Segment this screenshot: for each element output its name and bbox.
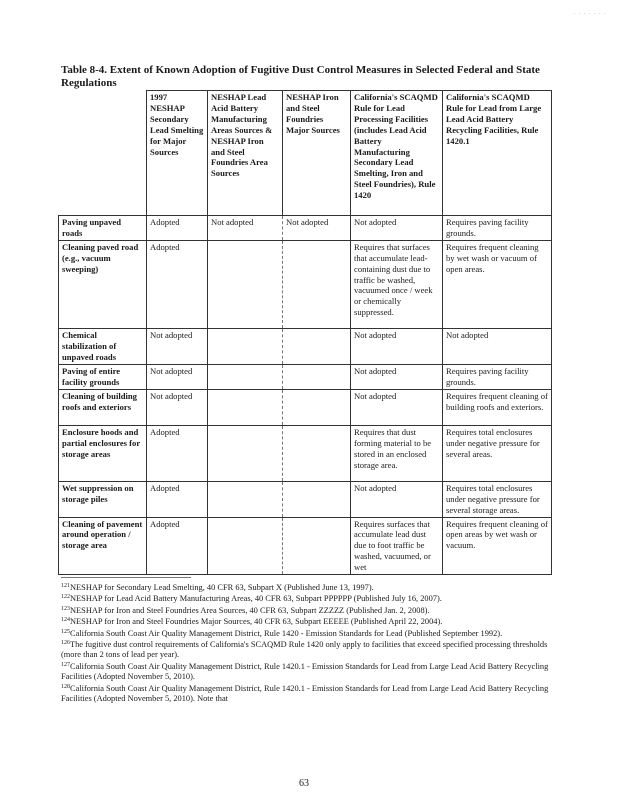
footnote-number: 122 — [61, 594, 70, 601]
header-neshap-iron-steel-major: NESHAP Iron and Steel Foundries Major Sources — [283, 91, 351, 216]
cell-lead-acid-battery — [208, 328, 283, 364]
table-title: Table 8-4. Extent of Known Adoption of Fugitive Dust Control Measures in Selected Federal and State Regulations — [61, 64, 540, 89]
cell-rule-1420: Requires that dust forming material to be stored in an enclosed storage area. — [351, 425, 443, 481]
table-row — [59, 364, 552, 389]
cell-rule-1420-1: Requires paving facility grounds. — [443, 216, 552, 241]
cell-lead-acid-battery — [208, 481, 283, 517]
footnote-number: 123 — [61, 605, 70, 612]
cell-1997-neshap: Adopted — [147, 481, 208, 517]
cell-rule-1420-1: Requires frequent cleaning of building roofs and exteriors. — [443, 389, 552, 425]
cell-rule-1420: Requires surfaces that accumulate lead dust due to foot traffic be washed, vacuumed, or wet — [351, 517, 443, 575]
row-measure: Wet suppression on storage piles — [59, 481, 147, 517]
footnote-number: 128 — [61, 683, 70, 690]
cell-iron-steel-major — [283, 364, 351, 389]
cell-1997-neshap: Adopted — [147, 240, 208, 328]
header-scaqmd-rule-1420: California's SCAQMD Rule for Lead Processing Facilities (includes Lead Acid Battery Manufacturing Secondary Lead Smelting, Iron and Steel Foundries), Rule 1420 — [351, 91, 443, 216]
footnote — [61, 583, 559, 593]
cell-rule-1420: Requires that surfaces that accumulate lead-containing dust due to traffic be washed, vacuumed once / week or chemically suppressed. — [351, 240, 443, 328]
cell-rule-1420-1: Requires paving facility grounds. — [443, 364, 552, 389]
footnote-text: NESHAP for Lead Acid Battery Manufacturing Areas, 40 CFR 63, Subpart PPPPPP (Published July 16, 2007). — [70, 594, 442, 604]
table-row — [59, 425, 552, 481]
cell-iron-steel-major — [283, 328, 351, 364]
cell-rule-1420-1: Requires total enclosures under negative pressure for several storage areas. — [443, 481, 552, 517]
fugitive-dust-table — [58, 90, 552, 575]
footnote-number: 121 — [61, 583, 70, 589]
footnote — [61, 606, 559, 616]
row-measure: Paving of entire facility grounds — [59, 364, 147, 389]
cell-rule-1420: Not adopted — [351, 328, 443, 364]
footnote — [61, 662, 559, 683]
footnote-number: 125 — [61, 628, 70, 635]
page-number: 63 — [299, 778, 309, 789]
cell-lead-acid-battery — [208, 425, 283, 481]
table-row — [59, 216, 552, 241]
header-1997-neshap-secondary-lead: 1997 NESHAP Secondary Lead Smelting for Major Sources — [147, 91, 208, 216]
cell-lead-acid-battery: Not adopted — [208, 216, 283, 241]
footnote — [61, 640, 559, 661]
header-row — [59, 91, 552, 216]
cell-iron-steel-major — [283, 517, 351, 575]
footnote-divider — [61, 577, 191, 578]
cell-rule-1420-1: Requires total enclosures under negative pressure for several areas. — [443, 425, 552, 481]
footnote — [61, 594, 559, 604]
cell-1997-neshap: Adopted — [147, 216, 208, 241]
cell-1997-neshap: Not adopted — [147, 364, 208, 389]
table-row — [59, 389, 552, 425]
table-row — [59, 517, 552, 575]
header-empty-cell — [59, 91, 147, 216]
header-scaqmd-rule-1420-1: California's SCAQMD Rule for Lead from Large Lead Acid Battery Recycling Facilities, Rule 1420.1 — [443, 91, 552, 216]
footnote-text: California South Coast Air Quality Management District, Rule 1420 - Emission Standards for Lead (Published September 1992). — [70, 628, 503, 638]
cell-rule-1420-1: Requires frequent cleaning of open areas by wet wash or vacuum. — [443, 517, 552, 575]
footnote — [61, 617, 559, 627]
table-row — [59, 328, 552, 364]
cell-iron-steel-major — [283, 425, 351, 481]
footnote-text: California South Coast Air Quality Management District, Rule 1420.1 - Emission Standards for Lead from Large Lead Acid Battery Recycling Facilities (Adopted November 5, 2010). Note that — [61, 683, 549, 704]
cell-lead-acid-battery — [208, 364, 283, 389]
cell-1997-neshap: Adopted — [147, 425, 208, 481]
header-neshap-lead-acid-battery: NESHAP Lead Acid Battery Manufacturing Areas Sources & NESHAP Iron and Steel Foundries Area Sources — [208, 91, 283, 216]
corner-mark: . . . . . . . — [574, 10, 607, 16]
footnote-text: NESHAP for Iron and Steel Foundries Major Sources, 40 CFR 63, Subpart EEEEE (Published April 22, 2004). — [70, 617, 443, 627]
cell-rule-1420: Not adopted — [351, 364, 443, 389]
footnote-number: 124 — [61, 617, 70, 624]
table-row — [59, 481, 552, 517]
row-measure: Cleaning paved road (e.g., vacuum sweeping) — [59, 240, 147, 328]
footnotes — [61, 583, 559, 705]
cell-1997-neshap: Adopted — [147, 517, 208, 575]
footnote-text: The fugitive dust control requirements of California's SCAQMD Rule 1420 only apply to facilities that exceed specified processing thresholds (more than 2 tons of lead per year). — [61, 640, 548, 660]
cell-1997-neshap: Not adopted — [147, 389, 208, 425]
cell-iron-steel-major — [283, 389, 351, 425]
row-measure: Cleaning of pavement around operation / storage area — [59, 517, 147, 575]
footnote — [61, 684, 559, 705]
cell-lead-acid-battery — [208, 517, 283, 575]
cell-lead-acid-battery — [208, 389, 283, 425]
footnote-number: 127 — [61, 661, 70, 668]
row-measure: Cleaning of building roofs and exteriors — [59, 389, 147, 425]
cell-rule-1420: Not adopted — [351, 389, 443, 425]
cell-iron-steel-major — [283, 240, 351, 328]
footnote-text: California South Coast Air Quality Management District, Rule 1420.1 - Emission Standards for Lead from Large Lead Acid Battery Recycling Facilities (Adopted November 5, 2010). — [61, 661, 549, 682]
row-measure: Paving unpaved roads — [59, 216, 147, 241]
cell-iron-steel-major — [283, 481, 351, 517]
cell-rule-1420-1: Requires frequent cleaning by wet wash or vacuum of open areas. — [443, 240, 552, 328]
cell-rule-1420: Not adopted — [351, 481, 443, 517]
footnote-text: NESHAP for Iron and Steel Foundries Area Sources, 40 CFR 63, Subpart ZZZZZ (Published Jan. 2, 2008). — [70, 605, 430, 615]
footnote-text: NESHAP for Secondary Lead Smelting, 40 CFR 63, Subpart X (Published June 13, 1997). — [70, 583, 374, 592]
footnote — [61, 629, 559, 639]
row-measure: Chemical stabilization of unpaved roads — [59, 328, 147, 364]
footnote-number: 126 — [61, 640, 70, 647]
cell-iron-steel-major: Not adopted — [283, 216, 351, 241]
cell-1997-neshap: Not adopted — [147, 328, 208, 364]
cell-lead-acid-battery — [208, 240, 283, 328]
cell-rule-1420: Not adopted — [351, 216, 443, 241]
table-row — [59, 240, 552, 328]
cell-rule-1420-1: Not adopted — [443, 328, 552, 364]
row-measure: Enclosure hoods and partial enclosures for storage areas — [59, 425, 147, 481]
